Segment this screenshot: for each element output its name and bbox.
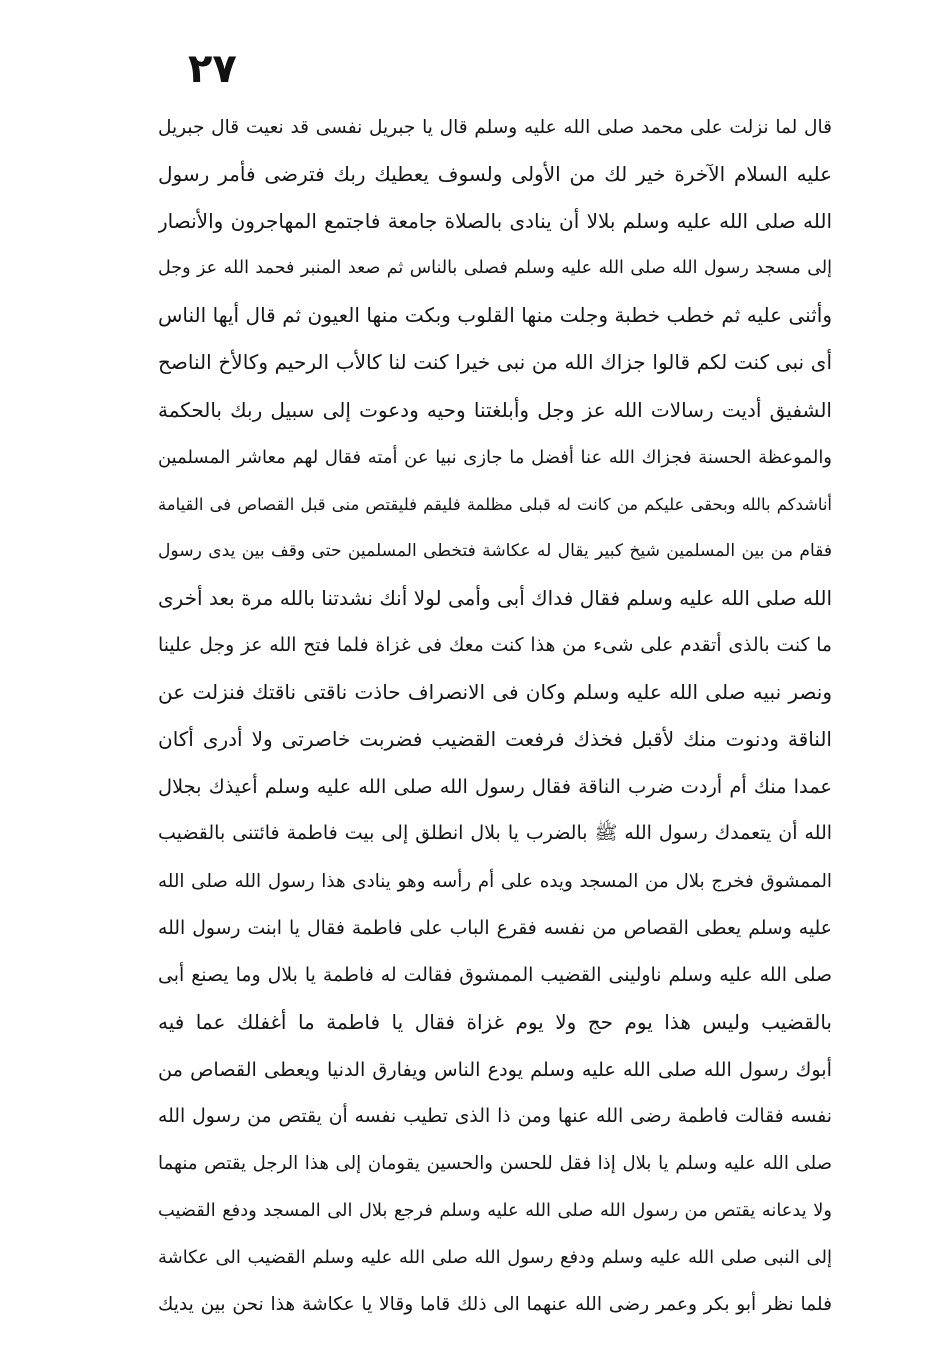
text-line: الممشوق فخرج بلال من المسجد ويده على أم رأسه وهو ينادى هذا رسول الله صلى الله xyxy=(158,870,832,892)
text-line: وأثنى عليه ثم خطب خطبة وجلت منها القلوب وبكت منها العيون ثم قال أيها الناس xyxy=(158,303,832,328)
text-line: والموعظة الحسنة فجزاك الله عنا أفضل ما جازى نبيا عن أمته فقال لهم معاشر المسلمين xyxy=(158,446,832,468)
text-line: أبوك رسول الله صلى الله عليه وسلم يودع الناس ويفارق الدنيا ويعطى القصاص من xyxy=(158,1057,832,1081)
text-line: الله صلى الله عليه وسلم فقال فداك أبى وأمى لولا أنك نشدتنا بالله مرة بعد أخرى xyxy=(158,585,832,610)
page-number: ٢٧ xyxy=(188,46,237,92)
text-line: فقام من بين المسلمين شيخ كبير يقال له عكاشة فتخطى المسلمين حتى وقف بين يدى رسول xyxy=(158,540,832,561)
text-line: إلى مسجد رسول الله صلى الله عليه وسلم فصلى بالناس ثم صعد المنبر فحمد الله عز وجل xyxy=(158,258,832,279)
text-line: الشفيق أديت رسالات الله عز وجل وأبلغتنا وحيه ودعوت إلى سبيل ربك بالحكمة xyxy=(158,397,832,422)
text-line: عليه السلام الآخرة خير لك من الأولى ولسوف يعطيك ربك فترضى فأمر رسول xyxy=(158,162,832,187)
text-line: نفسه فقالت فاطمة رضى الله عنها ومن ذا الذى تطيب نفسه أن يقتص من رسول الله xyxy=(158,1105,832,1127)
text-line: عليه وسلم يعطى القصاص من نفسه فقرع الباب على فاطمة فقال يا ابنت رسول الله xyxy=(158,917,832,939)
text-line: قال لما نزلت على محمد صلى الله عليه وسلم قال يا جبريل نفسى قد نعيت قال جبريل xyxy=(158,117,832,138)
text-line: صلى الله عليه وسلم ناولينى القضيب الممشوق فقالت له فاطمة يا بلال وما يصنع أبى xyxy=(158,963,832,986)
text-line: فلما نظر أبو بكر وعمر رضى الله عنهما الى ذلك قاما وقالا يا عكاشة هذا نحن بين يديك xyxy=(158,1294,832,1316)
text-line: ولا يدعانه يقتص من رسول الله صلى الله عليه وسلم فرجع بلال الى المسجد ودفع القضيب xyxy=(158,1200,832,1222)
text-line: ونصر نبيه صلى الله عليه وسلم وكان فى الانصراف حاذت ناقتى ناقتك فنزلت عن xyxy=(158,680,832,705)
text-line: ما كنت بالذى أتقدم على شىء من هذا كنت معك فى غزاة فلما فتح الله عز وجل علينا xyxy=(158,635,832,657)
text-line: الله أن يتعمدك رسول الله ﷺ بالضرب يا بلال انطلق إلى بيت فاطمة فائتنى بالقضيب xyxy=(158,822,832,845)
text-line: الله صلى الله عليه وسلم بلالا أن ينادى بالصلاة جامعة فاجتمع المهاجرون والأنصار xyxy=(158,209,832,234)
body-text xyxy=(158,104,832,1328)
text-line: الناقة ودنوت منك لأقبل فخذك فرفعت القضيب فضربت خاصرتى ولا أدرى أكان xyxy=(158,727,832,752)
text-line: إلى النبى صلى الله عليه وسلم ودفع رسول الله صلى الله عليه وسلم القضيب الى عكاشة xyxy=(158,1247,832,1269)
text-line: بالقضيب وليس هذا يوم حج ولا يوم غزاة فقال يا فاطمة ما أغفلك عما فيه xyxy=(158,1009,832,1034)
text-line: أناشدكم بالله وبحقى عليكم من كانت له قبلى مظلمة فليقم فليقتص منى قبل القصاص فى القيامة xyxy=(158,494,832,514)
text-line: أى نبى كنت لكم قالوا جزاك الله من نبى خيرا كنت لنا كالأب الرحيم وكالأخ الناصح xyxy=(158,350,832,375)
text-line: عمدا منك أم أردت ضرب الناقة فقال رسول الله صلى الله عليه وسلم أعيذك بجلال xyxy=(158,775,832,799)
text-line: صلى الله عليه وسلم يا بلال إذا فقل للحسن والحسين يقومان إلى هذا الرجل يقتص منهما xyxy=(158,1153,832,1175)
